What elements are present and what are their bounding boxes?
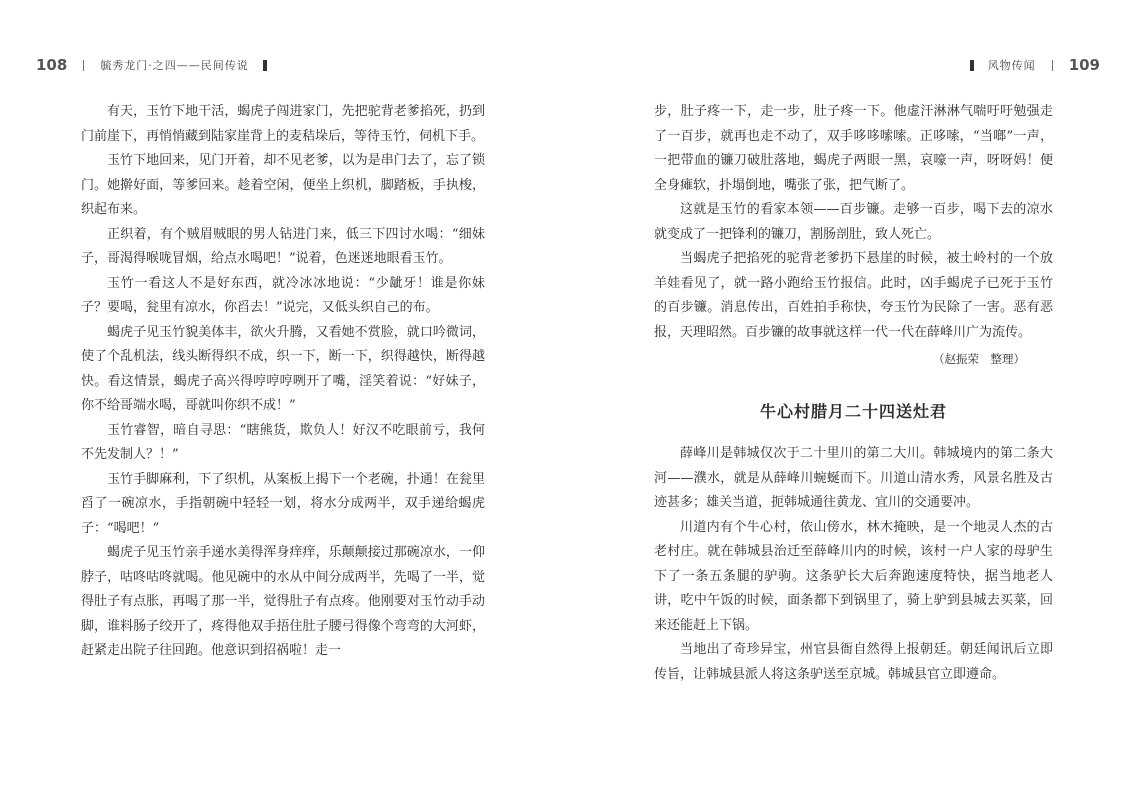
paragraph: 川道内有个牛心村，依山傍水，林木掩映，是一个地灵人杰的古老村庄。就在韩城县治迁至薛峰川内的时候，该村一户人家的母驴生下了一条五条腿的驴驹。这条驴长大后奔跑速度特快，据当地老人讲，吃中午饭的时候，面条都下到锅里了，骑上驴到县城去买菜，回来还能赶上下锅。 bbox=[654, 519, 1053, 633]
running-title: 风物传闻 bbox=[987, 59, 1036, 72]
paragraph: 玉竹睿智，暗自寻思：“瞎熊货，欺负人！好汉不吃眼前亏，我何不先发制人？！” bbox=[81, 422, 485, 462]
running-title: 毓秀龙门·之四——民间传说 bbox=[100, 59, 249, 72]
right-page-header bbox=[970, 52, 1100, 78]
header-divider bbox=[83, 60, 84, 71]
paragraph: 玉竹手脚麻利，下了织机，从案板上揭下一个老碗，扑通！在瓮里舀了一碗凉水，手指朝碗中轻轻一划，将水分成两半，双手递给蝎虎子：“喝吧！” bbox=[81, 471, 485, 536]
page-number: 108 bbox=[36, 56, 68, 74]
right-page-body bbox=[654, 100, 1053, 687]
paragraph: 蝎虎子见玉竹亲手递水美得浑身痒痒，乐颠颠接过那碗凉水，一仰脖子，咕咚咕咚就喝。他见碗中的水从中间分成两半，先喝了一半，觉得肚子有点胀，再喝了那一半，觉得肚子有点疼。他刚要对玉竹动手动脚，谁料肠子绞开了，疼得他双手捂住肚子腰弓得像个弯弯的大河虾，赶紧走出院子往回跑。他意识到招祸啦！走一 bbox=[81, 545, 485, 658]
header-block-mark bbox=[970, 60, 974, 71]
page-number: 109 bbox=[1068, 56, 1100, 74]
paragraph: 蝎虎子见玉竹貌美体丰，欲火升腾，又看她不赏脸，就口吟微词，使了个乱机法，线头断得织不成，织一下，断一下，织得越快，断得越快。看这情景，蝎虎子高兴得哼哼哼咧开了嘴，淫笑着说：“好妹子，你不给哥端水喝，哥就叫你织不成！” bbox=[81, 324, 485, 413]
paragraph: 有天，玉竹下地干活，蝎虎子闯进家门，先把驼背老爹掐死，扔到门前崖下，再悄悄藏到陆家崖背上的麦秸垛后，等待玉竹，伺机下手。 bbox=[81, 104, 485, 144]
paragraph: 当蝎虎子把掐死的驼背老爹扔下悬崖的时候，被土岭村的一个放羊娃看见了，就一路小跑给玉竹报信。此时，凶手蝎虎子已死于玉竹的百步镰。消息传出，百姓拍手称快，夸玉竹为民除了一害。恶有恶报，天理昭然。百步镰的故事就这样一代一代在薛峰川广为流传。 bbox=[654, 251, 1053, 340]
section-title: 牛心村腊月二十四送灶君 bbox=[759, 401, 947, 421]
paragraph: 薛峰川是韩城仅次于二十里川的第二大川。韩城境内的第二条大河——濮水，就是从薛峰川蜿蜒而下。川道山清水秀，风景名胜及古迹甚多；雄关当道，扼韩城通往黄龙、宜川的交通要冲。 bbox=[654, 446, 1053, 510]
header-divider bbox=[1052, 60, 1053, 71]
left-page-header bbox=[36, 52, 267, 78]
left-page-body bbox=[81, 100, 485, 664]
left-page bbox=[0, 0, 566, 799]
paragraph: 当地出了奇珍异宝，州官县衙自然得上报朝廷。朝廷闻讯后立即传旨，让韩城县派人将这条驴送至京城。韩城县官立即遵命。 bbox=[654, 642, 1053, 682]
editor-credit: （赵振荣 整理） bbox=[933, 352, 1025, 366]
paragraph: 玉竹一看这人不是好东西，就冷冰冰地说：“少龇牙！谁是你妹子？要喝，瓮里有凉水，你舀去！”说完，又低头织自己的布。 bbox=[81, 275, 485, 315]
right-page bbox=[566, 0, 1133, 799]
paragraph: 玉竹下地回来，见门开着，却不见老爹，以为是串门去了，忘了锁门。她擀好面，等爹回来。趁着空闲，便坐上织机，脚踏板，手执梭，织起布来。 bbox=[81, 153, 485, 217]
header-block-mark bbox=[263, 60, 267, 71]
paragraph: 正织着，有个贼眉贼眼的男人钻进门来，低三下四讨水喝：“细妹子，哥渴得喉咙冒烟，给点水喝吧！”说着，色迷迷地眼看玉竹。 bbox=[81, 226, 485, 266]
paragraph: 这就是玉竹的看家本领——百步镰。走够一百步，喝下去的凉水就变成了一把锋利的镰刀，割肠剖肚，致人死亡。 bbox=[654, 202, 1053, 242]
paragraph-continuation: 步，肚子疼一下，走一步，肚子疼一下。他虚汗淋淋气喘吁吁勉强走了一百步，就再也走不动了，双手哆哆嗦嗦。正哆嗦，“当啷”一声，一把带血的镰刀破肚落地，蝎虎子两眼一黑，哀嚎一声，呀呀妈！便全身瘫软，扑塌倒地，嘴张了张，把气断了。 bbox=[654, 104, 1053, 193]
